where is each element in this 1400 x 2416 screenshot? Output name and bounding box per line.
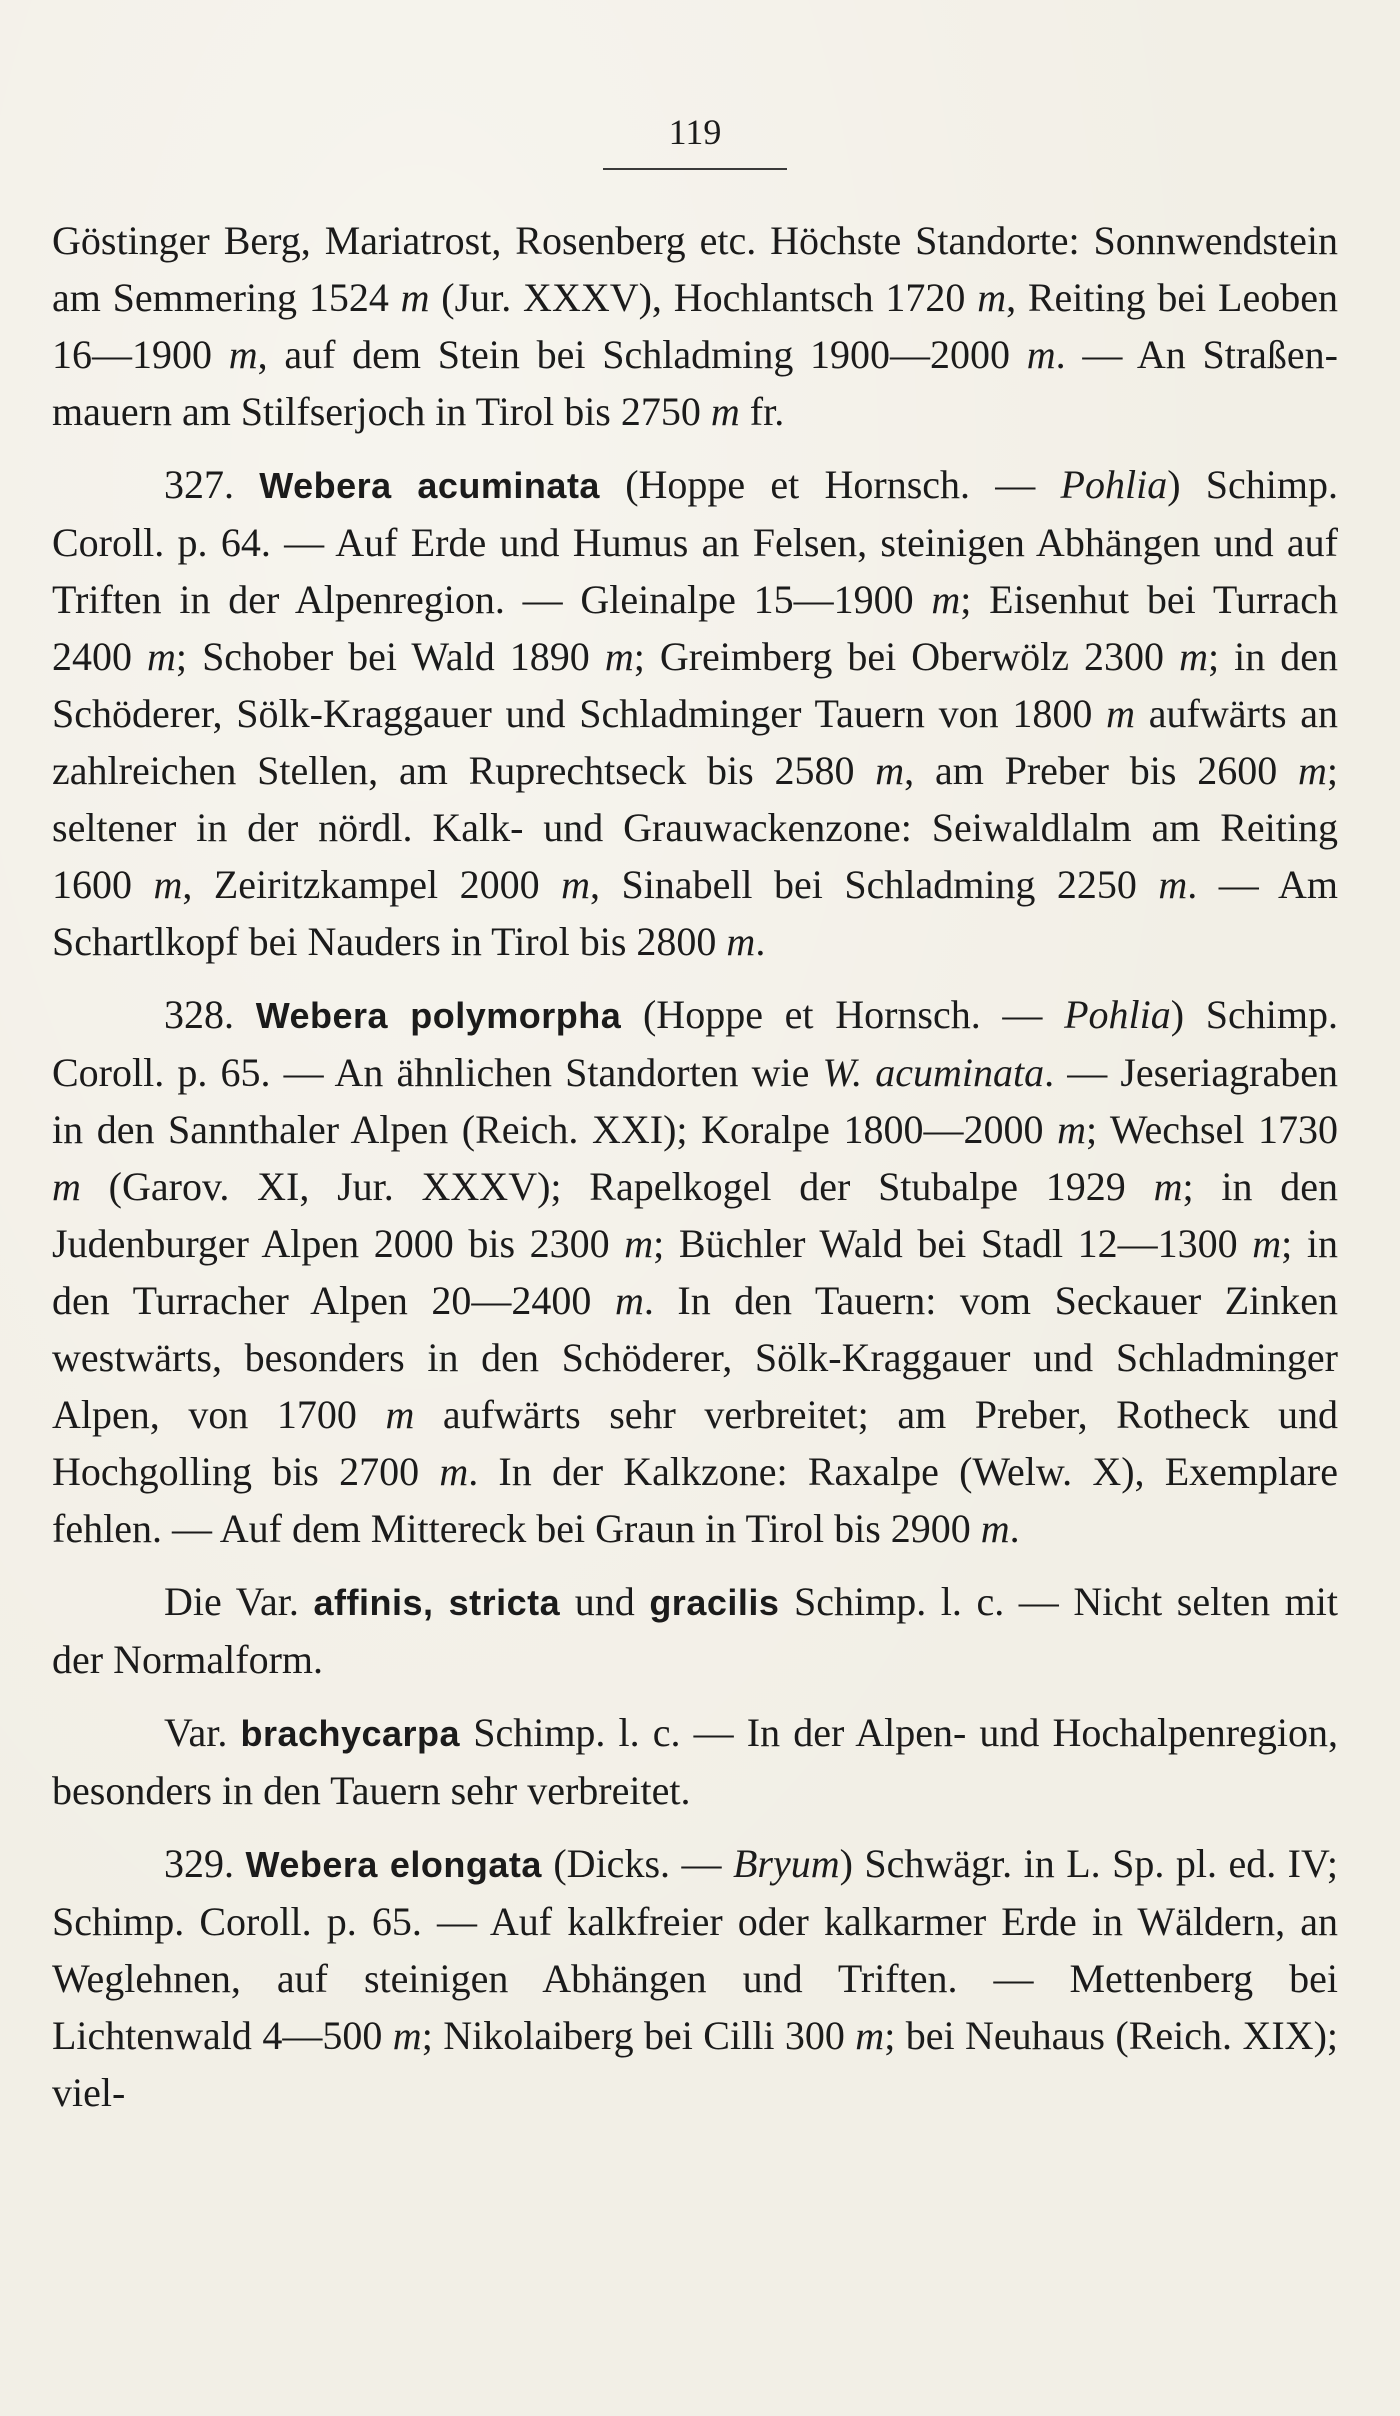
unit-metre: m bbox=[980, 1506, 1010, 1551]
variety-note-affinis bbox=[52, 1573, 1338, 1688]
species-name: affinis, stricta bbox=[313, 1582, 561, 1623]
text-run: Göstinger Berg, Mariatrost, Rosenberg etc. Höchste Standorte: Sonnwendstein am Semmering 1524 bbox=[52, 218, 1338, 320]
text-run: ) Schimp. Coroll. p. 65. — An ähnlichen Standorten wie bbox=[52, 992, 1338, 1095]
text-run: ; Eisenhut bei Turrach 2400 bbox=[52, 577, 1338, 679]
italic-term: W. acuminata bbox=[822, 1050, 1045, 1095]
text-run: und bbox=[560, 1579, 650, 1624]
unit-metre: m bbox=[400, 275, 430, 320]
italic-term: Pohlia bbox=[1060, 462, 1168, 507]
species-name: Webera elongata bbox=[245, 1844, 542, 1885]
text-run: . In der Kalkzone: Raxalpe (Welw. X), Exemplare fehlen. — Auf dem Mittereck bei Graun in Tirol bis 2900 bbox=[52, 1449, 1338, 1551]
text-run: ; in den Turracher Alpen 20—2400 bbox=[52, 1221, 1338, 1323]
unit-metre: m bbox=[931, 577, 961, 622]
text-run: Schimp. l. c. — In der Alpen- und Hochalpenregion, besonders in den Tauern sehr verbreitet. bbox=[52, 1710, 1338, 1813]
unit-metre: m bbox=[855, 2013, 885, 2058]
text-run: ; bei Neuhaus (Reich. XIX); viel- bbox=[52, 2013, 1339, 2115]
text-run: (Jur. XXXV), Hochlantsch 1720 bbox=[429, 275, 978, 320]
text-run: aufwärts an zahlreichen Stellen, am Ruprechtseck bis 2580 bbox=[52, 691, 1339, 793]
text-run: ) Schimp. Coroll. p. 64. — Auf Erde und Humus an Felsen, steinigen Abhängen und auf Triften in der Alpenregion. — Gleinalpe 15—1900 bbox=[52, 462, 1339, 622]
text-run: 328. bbox=[164, 992, 256, 1037]
text-run: . bbox=[1009, 1506, 1020, 1551]
species-name: gracilis bbox=[649, 1582, 780, 1623]
text-run: ) Schwägr. in L. Sp. pl. ed. IV; Schimp. Coroll. p. 65. — Auf kalkfreier oder kalkarmer Erde in Wäldern, an Weglehnen, auf steinigen Abhängen und Triften. — Mettenberg bei Lichtenwald 4—500 bbox=[52, 1841, 1339, 2058]
text-run: , Zeiritzkampel 2000 bbox=[182, 862, 562, 907]
header-rule bbox=[603, 168, 787, 170]
unit-metre: m bbox=[875, 748, 905, 793]
italic-term: Bryum bbox=[732, 1841, 840, 1886]
unit-metre: m bbox=[1158, 862, 1188, 907]
text-run: . — An Straßenmauern am Stilfserjoch in Tirol bis 2750 bbox=[52, 332, 1338, 434]
text-run: , am Preber bis 2600 bbox=[904, 748, 1298, 793]
unit-metre: m bbox=[228, 332, 258, 377]
unit-metre: m bbox=[710, 389, 740, 434]
text-run: , auf dem Stein bei Schladming 1900—2000 bbox=[257, 332, 1027, 377]
text-run: (Garov. XI, Jur. XXXV); Rapelkogel der Stubalpe 1929 bbox=[80, 1164, 1154, 1209]
unit-metre: m bbox=[1026, 332, 1056, 377]
unit-metre: m bbox=[726, 919, 756, 964]
text-run: , Sinabell bei Schladming 2250 bbox=[589, 862, 1159, 907]
species-name: brachycarpa bbox=[240, 1713, 461, 1754]
text-run: . In den Tauern: vom Seckauer Zinken westwärts, besonders in den Schöderer, Sölk-Kraggauer und Schladminger Alpen, von 1700 bbox=[52, 1278, 1338, 1437]
text-run: (Hoppe et Hornsch. — bbox=[621, 992, 1065, 1037]
text-run: fr. bbox=[739, 389, 785, 434]
text-run: 329. bbox=[164, 1841, 246, 1886]
unit-metre: m bbox=[977, 275, 1007, 320]
unit-metre: m bbox=[1153, 1164, 1183, 1209]
page-number: 119 bbox=[668, 112, 722, 152]
species-entry-327 bbox=[52, 456, 1338, 970]
unit-metre: m bbox=[392, 2013, 422, 2058]
page-body bbox=[52, 212, 1338, 2121]
paragraph-continuation bbox=[52, 212, 1338, 440]
text-run: Var. bbox=[164, 1710, 241, 1755]
unit-metre: m bbox=[385, 1392, 415, 1437]
unit-metre: m bbox=[624, 1221, 654, 1266]
text-run: (Dicks. — bbox=[541, 1841, 733, 1886]
unit-metre: m bbox=[439, 1449, 469, 1494]
text-run: ; in den Schöderer, Sölk-Kraggauer und Schladminger Tauern von 1800 bbox=[52, 634, 1339, 736]
unit-metre: m bbox=[1057, 1107, 1086, 1152]
species-name: Webera polymorpha bbox=[255, 995, 622, 1036]
text-run: ; Nikolaiberg bei Cilli 300 bbox=[421, 2013, 856, 2058]
text-run: ; in den Judenburger Alpen 2000 bis 2300 bbox=[52, 1164, 1339, 1266]
species-name: Webera acuminata bbox=[259, 465, 600, 506]
text-run: ; Wechsel 1730 bbox=[1085, 1107, 1338, 1152]
variety-note-brachycarpa bbox=[52, 1704, 1338, 1819]
text-run: (Hoppe et Hornsch. — bbox=[599, 462, 1061, 507]
text-run: Die Var. bbox=[164, 1579, 314, 1624]
text-run: . bbox=[755, 919, 766, 964]
text-run: 327. bbox=[164, 462, 260, 507]
unit-metre: m bbox=[153, 862, 183, 907]
text-run: . — Am Schartlkopf bei Nauders in Tirol bis 2800 bbox=[52, 862, 1338, 964]
unit-metre: m bbox=[1106, 691, 1136, 736]
text-run: aufwärts sehr verbreitet; am Preber, Rotheck und Hochgolling bis 2700 bbox=[52, 1392, 1339, 1494]
text-run: . — Jeseriagraben in den Sannthaler Alpen (Reich. XXI); Koralpe 1800—2000 bbox=[52, 1050, 1338, 1152]
unit-metre: m bbox=[1179, 634, 1208, 679]
unit-metre: m bbox=[614, 1278, 644, 1323]
text-run: , Reiting bei Leoben 16—1900 bbox=[52, 275, 1338, 377]
text-run: Schimp. l. c. — Nicht selten mit der Normalform. bbox=[52, 1579, 1339, 1682]
species-entry-328 bbox=[52, 986, 1338, 1557]
species-entry-329 bbox=[52, 1835, 1338, 2121]
unit-metre: m bbox=[604, 634, 634, 679]
unit-metre: m bbox=[52, 1164, 81, 1209]
unit-metre: m bbox=[1252, 1221, 1282, 1266]
unit-metre: m bbox=[1297, 748, 1327, 793]
text-run: ; Büchler Wald bei Stadl 12—1300 bbox=[653, 1221, 1253, 1266]
italic-term: Pohlia bbox=[1064, 992, 1171, 1037]
text-run: ; Schober bei Wald 1890 bbox=[175, 634, 605, 679]
unit-metre: m bbox=[147, 634, 176, 679]
unit-metre: m bbox=[561, 862, 590, 907]
text-run: ; seltener in der nördl. Kalk- und Grauwackenzone: Seiwaldlalm am Reiting 1600 bbox=[52, 748, 1338, 907]
text-run: ; Greimberg bei Oberwölz 2300 bbox=[633, 634, 1180, 679]
